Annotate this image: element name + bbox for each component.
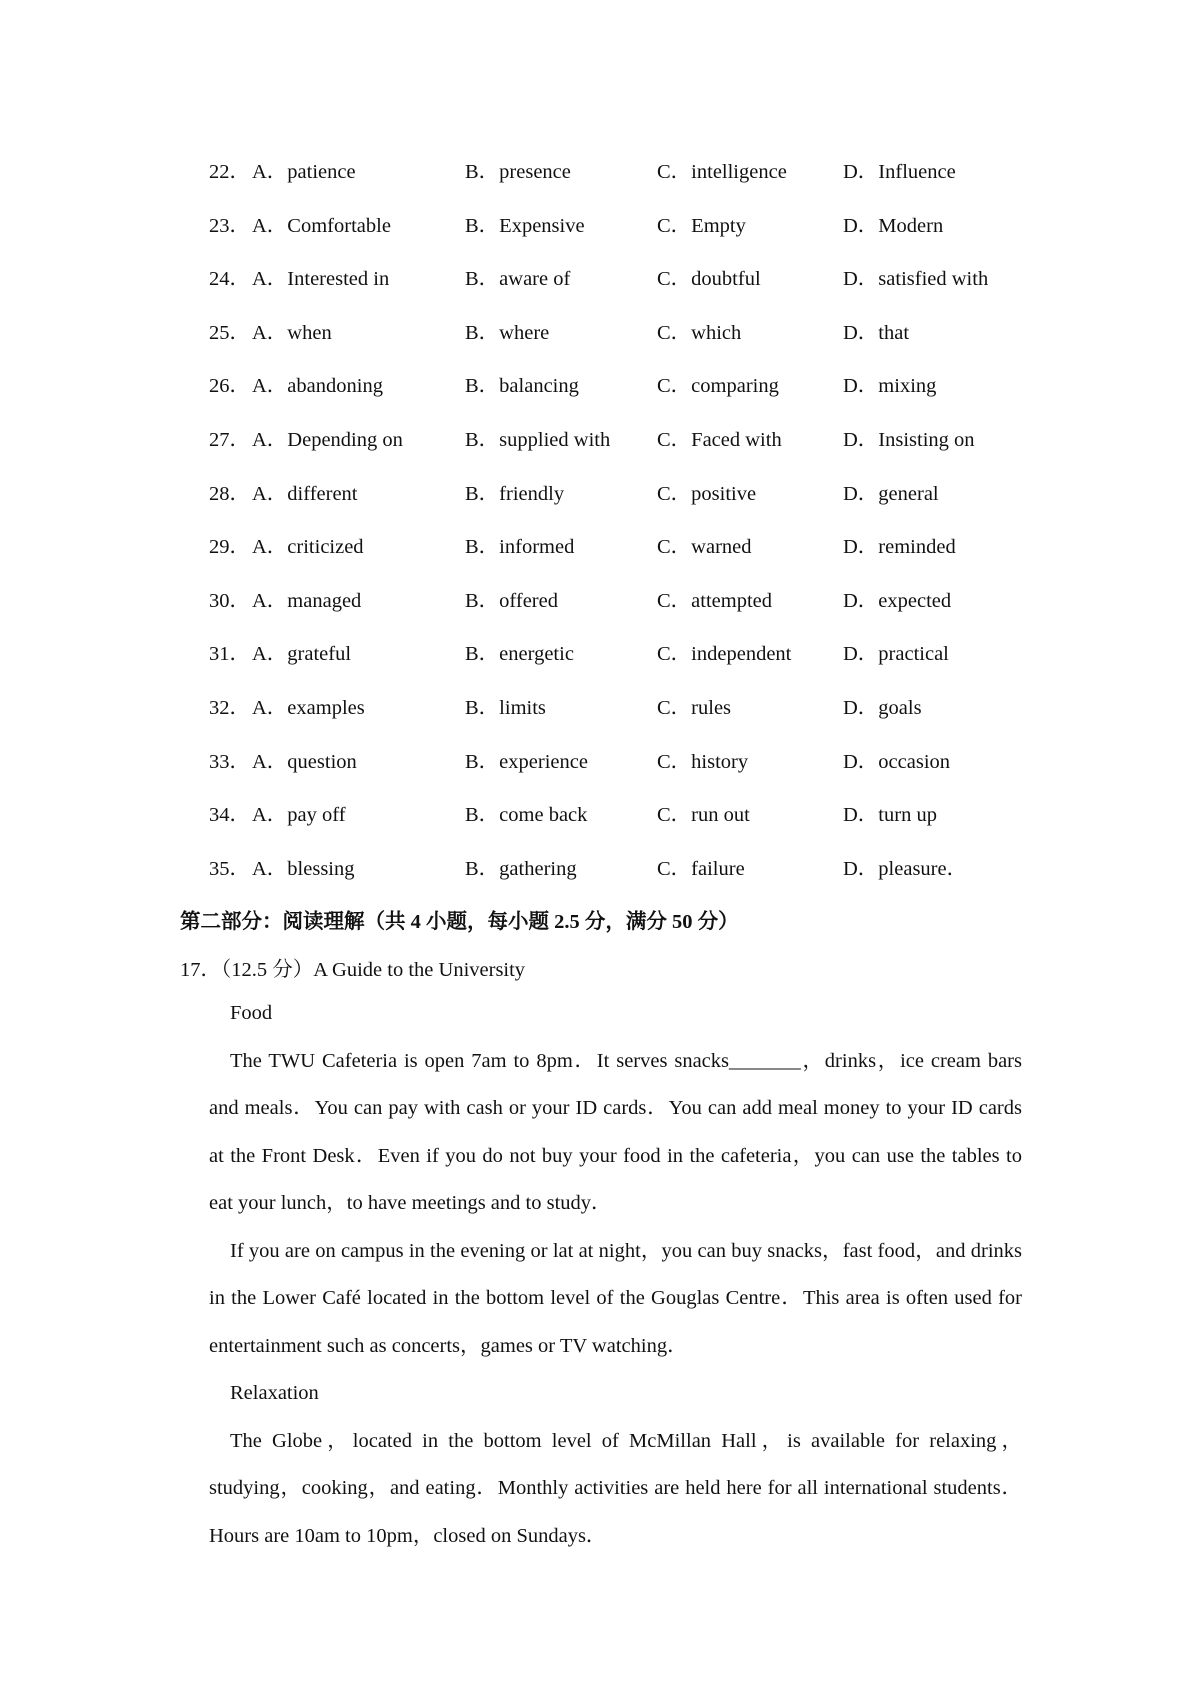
option-a: A．grateful <box>252 643 352 666</box>
option-b: B．come back <box>465 804 588 827</box>
question-row-27 <box>209 420 1109 474</box>
option-b: B．balancing <box>465 375 579 398</box>
question-number: 27． <box>209 428 250 451</box>
section-heading: 第二部分：阅读理解（共 4 小题，每小题 2.5 分，满分 50 分） <box>180 911 739 933</box>
option-c: C．independent <box>657 643 792 666</box>
option-b: B．supplied with <box>465 428 611 451</box>
question-row-22 <box>209 152 1109 206</box>
question-row-31 <box>209 634 1109 688</box>
option-b: B．friendly <box>465 482 565 505</box>
option-c: C．warned <box>657 536 752 559</box>
question-number: 35． <box>209 857 250 880</box>
option-b: B．energetic <box>465 643 574 666</box>
passage-paragraph: The TWU Cafeteria is open 7am to 8pm．It serves snacks_______，drinks，ice cream bars and meals．You can pay with cash or your ID cards．You can add meal money to your ID cards at the Front Desk．Even if you do not buy your food in the cafeteria，you can use the tables to eat your lunch，to have meetings and to study． <box>209 1049 1022 1214</box>
question-title: 17．（12.5 分）A Guide to the University <box>180 959 526 981</box>
option-d: D．that <box>843 321 910 344</box>
option-c: C．history <box>657 750 749 773</box>
option-d: D．Modern <box>843 214 944 237</box>
question-row-30 <box>209 581 1109 635</box>
option-d: D．pleasure． <box>843 857 968 880</box>
question-row-33 <box>209 742 1109 796</box>
option-a: A．Comfortable <box>252 214 391 237</box>
option-b: B．experience <box>465 750 588 773</box>
option-b: B．where <box>465 321 550 344</box>
option-b: B．Expensive <box>465 214 585 237</box>
option-a: A．pay off <box>252 804 346 827</box>
option-a: A．Depending on <box>252 428 403 451</box>
option-c: C．Faced with <box>657 428 782 451</box>
question-row-28 <box>209 474 1109 528</box>
question-number: 25． <box>209 321 250 344</box>
option-b: B．aware of <box>465 268 571 291</box>
question-row-34 <box>209 795 1109 849</box>
option-d: D．Influence <box>843 161 956 183</box>
question-number: 26． <box>209 375 250 398</box>
option-d: D．turn up <box>843 804 937 827</box>
question-number: 28． <box>209 482 250 505</box>
question-row-24 <box>209 259 1109 313</box>
question-row-25 <box>209 313 1109 367</box>
question-number: 24． <box>209 268 250 291</box>
option-d: D．reminded <box>843 536 956 559</box>
option-d: D．occasion <box>843 750 951 773</box>
option-d: D．mixing <box>843 375 937 398</box>
answer-options-list <box>209 152 1109 902</box>
option-a: A．examples <box>252 696 365 719</box>
question-row-32 <box>209 688 1109 742</box>
option-c: C．comparing <box>657 375 779 398</box>
reading-passage <box>209 990 1022 1560</box>
question-row-29 <box>209 527 1109 581</box>
option-c: C．failure <box>657 857 745 880</box>
question-number: 31． <box>209 643 250 666</box>
passage-paragraph: The Globe，located in the bottom level of McMillan Hall，is available for relaxing，studying，cooking，and eating．Monthly activities are held here for all international students．Hours are 10am to 10pm，closed on Sundays． <box>209 1429 1022 1547</box>
option-a: A．different <box>252 482 358 505</box>
question-number: 34． <box>209 804 250 827</box>
option-c: C．intelligence <box>657 161 787 183</box>
option-c: C．which <box>657 321 742 344</box>
question-number: 33． <box>209 750 250 773</box>
option-b: B．limits <box>465 696 546 719</box>
option-a: A．blessing <box>252 857 355 880</box>
option-b: B．informed <box>465 536 575 559</box>
option-a: A．question <box>252 750 357 773</box>
option-b: B．gathering <box>465 857 577 880</box>
option-a: A．criticized <box>252 536 364 559</box>
question-row-23 <box>209 206 1109 260</box>
option-c: C．rules <box>657 696 732 719</box>
option-a: A．managed <box>252 589 362 612</box>
passage-subheading-relaxation: Relaxation <box>230 1382 319 1404</box>
option-a: A．Interested in <box>252 268 390 291</box>
option-d: D．expected <box>843 589 952 612</box>
option-c: C．doubtful <box>657 268 761 291</box>
option-a: A．patience <box>252 161 356 183</box>
question-number: 29． <box>209 536 250 559</box>
passage-subheading-food: Food <box>230 1002 273 1024</box>
option-c: C．positive <box>657 482 757 505</box>
passage-paragraph: If you are on campus in the evening or lat at night，you can buy snacks，fast food，and drinks in the Lower Café located in the bottom level of the Gouglas Centre．This area is often used for entertainment such as concerts，games or TV watching． <box>209 1239 1022 1357</box>
option-c: C．attempted <box>657 589 773 612</box>
option-a: A．when <box>252 321 332 344</box>
question-row-35 <box>209 849 1109 903</box>
question-number: 30． <box>209 589 250 612</box>
option-d: D．general <box>843 482 939 505</box>
option-d: D．satisfied with <box>843 268 989 291</box>
question-number: 32． <box>209 696 250 719</box>
option-b: B．presence <box>465 161 571 183</box>
option-c: C．run out <box>657 804 750 827</box>
option-b: B．offered <box>465 589 558 612</box>
question-row-26 <box>209 366 1109 420</box>
option-a: A．abandoning <box>252 375 383 398</box>
option-d: D．goals <box>843 696 922 719</box>
option-d: D．Insisting on <box>843 428 975 451</box>
question-number: 23． <box>209 214 250 237</box>
option-c: C．Empty <box>657 214 746 237</box>
option-d: D．practical <box>843 643 949 666</box>
question-number: 22． <box>209 161 250 183</box>
